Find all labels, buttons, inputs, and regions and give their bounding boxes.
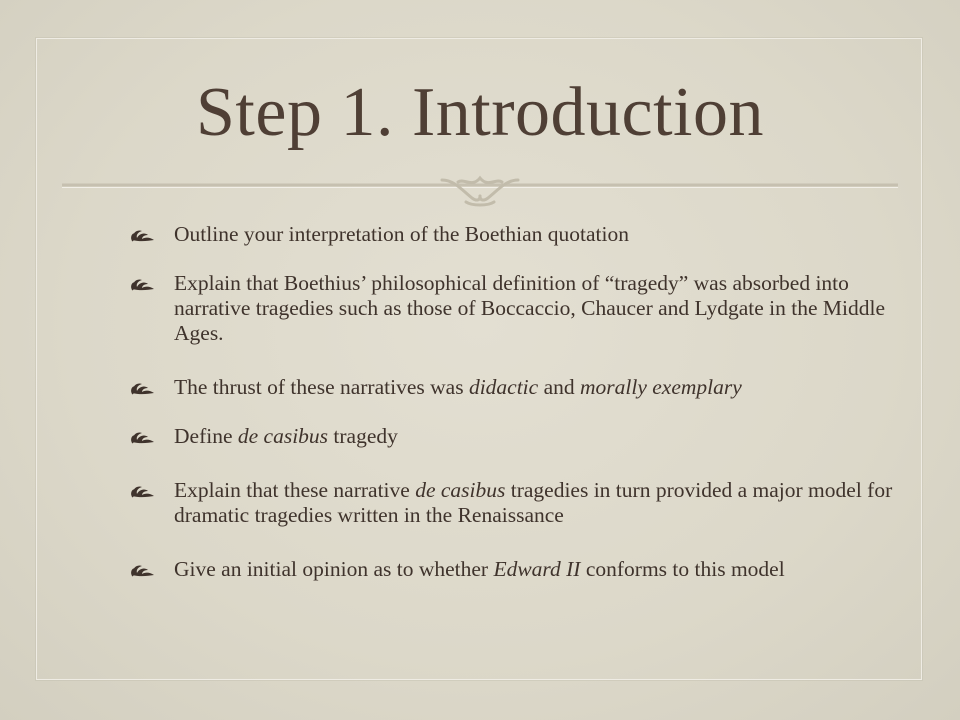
ornament-divider [62,168,898,208]
bullet-text: Define [174,424,238,448]
bullet-text: tragedy [328,424,398,448]
bullet-text: conforms to this model [580,557,785,581]
bullet-item [130,424,920,449]
fleuron-icon [130,482,156,500]
bullet-item [130,222,920,247]
fleuron-icon [130,275,156,293]
emphasis-text: Edward II [493,557,581,581]
bullet-text: Outline your interpretation of the Boethian quotation [174,222,629,246]
bullet-text: Explain that Boethius’ philosophical definition of “tragedy” was absorbed into narrative tragedies such as those of Boccaccio, Chaucer and Lydgate in the Middle Ages. [174,271,886,345]
emphasis-text: de casibus [237,424,329,448]
emphasis-text: de casibus [415,478,506,502]
fleuron-icon [130,379,156,397]
bullet-text: Give an initial opinion as to whether [174,557,494,581]
bullet-item [130,271,920,346]
bullet-text: and [538,375,580,399]
bullet-list [130,222,920,582]
bullet-item [130,375,920,400]
emphasis-text: morally exemplary [580,375,742,399]
emphasis-text: didactic [468,375,539,399]
bullet-item [130,557,920,582]
bullet-text: Explain that these narrative [174,478,416,502]
fleuron-icon [130,226,156,244]
fleuron-icon [130,428,156,446]
bullet-text: The thrust of these narratives was [174,375,469,399]
bullet-text: tragedies in turn provided a major model for dramatic tragedies written in the Renaissance [174,478,893,527]
fleuron-icon [130,561,156,579]
bullet-item [130,478,920,528]
slide-title: Step 1. Introduction [196,74,764,151]
